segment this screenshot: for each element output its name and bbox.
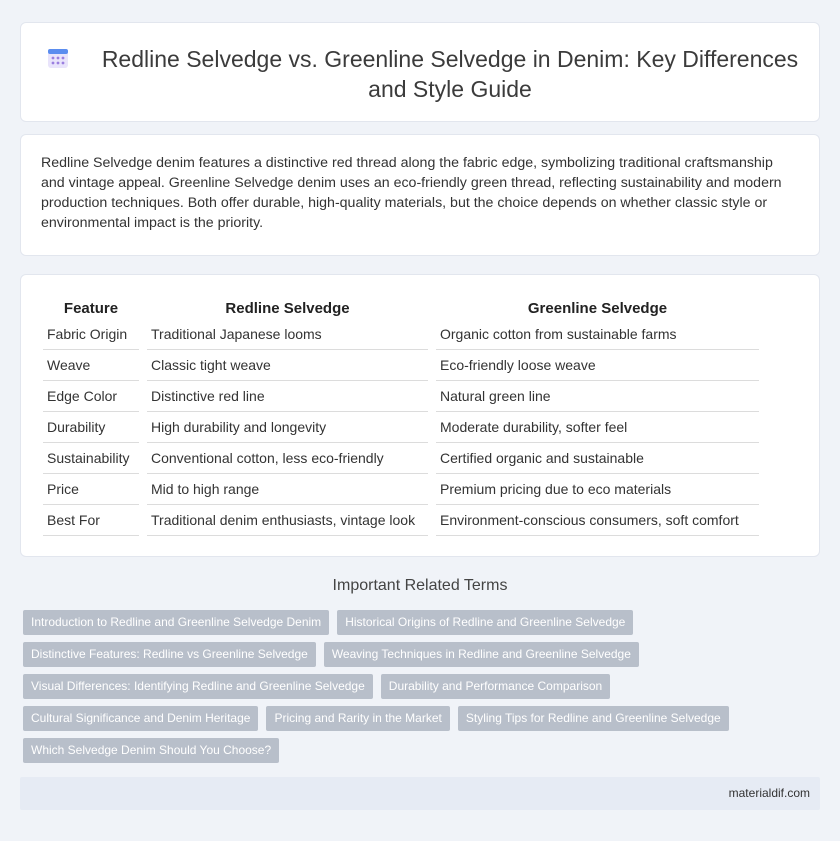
- feature-cell: Weave: [43, 350, 139, 381]
- feature-cell: Edge Color: [43, 381, 139, 412]
- footer-bar: [20, 777, 820, 810]
- page-title: [91, 44, 809, 104]
- redline-cell: Traditional denim enthusiasts, vintage look: [147, 505, 428, 536]
- calendar-grid-icon: [47, 47, 69, 69]
- related-term-tag[interactable]: Durability and Performance Comparison: [381, 674, 610, 699]
- summary-text: Redline Selvedge denim features a distinctive red thread along the fabric edge, symbolizing traditional craftsmanship and vintage appeal. Greenline Selvedge denim uses an eco-friendly green thread, reflecting sustainability and modern production techniques. Both offer durable, high-quality materials, but the choice depends on whether classic style or environmental impact is the priority.: [41, 155, 782, 231]
- tag-row: [23, 642, 823, 668]
- feature-cell: Durability: [43, 412, 139, 443]
- feature-cell: Fabric Origin: [43, 319, 139, 350]
- table-row: [43, 474, 759, 505]
- redline-cell: Classic tight weave: [147, 350, 428, 381]
- title-card: [20, 22, 820, 122]
- related-term-tag[interactable]: Which Selvedge Denim Should You Choose?: [23, 738, 279, 763]
- tag-row: [23, 674, 823, 700]
- table-row: [43, 319, 759, 350]
- header-greenline: Greenline Selvedge: [527, 299, 668, 317]
- related-term-tag[interactable]: Historical Origins of Redline and Greenline Selvedge: [337, 610, 633, 635]
- greenline-cell: Natural green line: [436, 381, 759, 412]
- redline-cell: Distinctive red line: [147, 381, 428, 412]
- redline-cell: High durability and longevity: [147, 412, 428, 443]
- tag-row: [23, 738, 823, 764]
- greenline-cell: Certified organic and sustainable: [436, 443, 759, 474]
- related-term-tag[interactable]: Weaving Techniques in Redline and Greenline Selvedge: [324, 642, 639, 667]
- tag-row: [23, 610, 823, 636]
- related-term-tag[interactable]: Distinctive Features: Redline vs Greenline Selvedge: [23, 642, 316, 667]
- table-row: [43, 505, 759, 536]
- header-redline: Redline Selvedge: [225, 299, 350, 317]
- greenline-cell: Moderate durability, softer feel: [436, 412, 759, 443]
- table-row: [43, 412, 759, 443]
- feature-cell: Sustainability: [43, 443, 139, 474]
- related-term-tag[interactable]: Cultural Significance and Denim Heritage: [23, 706, 258, 731]
- tag-row: [23, 706, 823, 732]
- header-feature: Feature: [63, 299, 119, 317]
- greenline-cell: Environment-conscious consumers, soft comfort: [436, 505, 759, 536]
- table-row: [43, 381, 759, 412]
- related-term-tag[interactable]: Visual Differences: Identifying Redline and Greenline Selvedge: [23, 674, 373, 699]
- footer-site-link[interactable]: materialdif.com: [728, 786, 810, 800]
- page-title-line-1: Redline Selvedge vs. Greenline Selvedge in Denim: Key Differences: [101, 46, 799, 72]
- table-header-row: [43, 293, 759, 319]
- comparison-table: [43, 293, 759, 536]
- table-row: [43, 350, 759, 381]
- related-terms-heading: Important Related Terms: [332, 577, 508, 594]
- redline-cell: Conventional cotton, less eco-friendly: [147, 443, 428, 474]
- summary-card: [20, 134, 820, 256]
- related-terms-list: [23, 610, 823, 770]
- greenline-cell: Premium pricing due to eco materials: [436, 474, 759, 505]
- related-term-tag[interactable]: Introduction to Redline and Greenline Selvedge Denim: [23, 610, 329, 635]
- redline-cell: Traditional Japanese looms: [147, 319, 428, 350]
- page-title-line-2: and Style Guide: [368, 76, 532, 102]
- greenline-cell: Organic cotton from sustainable farms: [436, 319, 759, 350]
- related-term-tag[interactable]: Styling Tips for Redline and Greenline Selvedge: [458, 706, 729, 731]
- redline-cell: Mid to high range: [147, 474, 428, 505]
- related-term-tag[interactable]: Pricing and Rarity in the Market: [266, 706, 449, 731]
- feature-cell: Best For: [43, 505, 139, 536]
- feature-cell: Price: [43, 474, 139, 505]
- table-row: [43, 443, 759, 474]
- greenline-cell: Eco-friendly loose weave: [436, 350, 759, 381]
- comparison-table-card: [20, 274, 820, 557]
